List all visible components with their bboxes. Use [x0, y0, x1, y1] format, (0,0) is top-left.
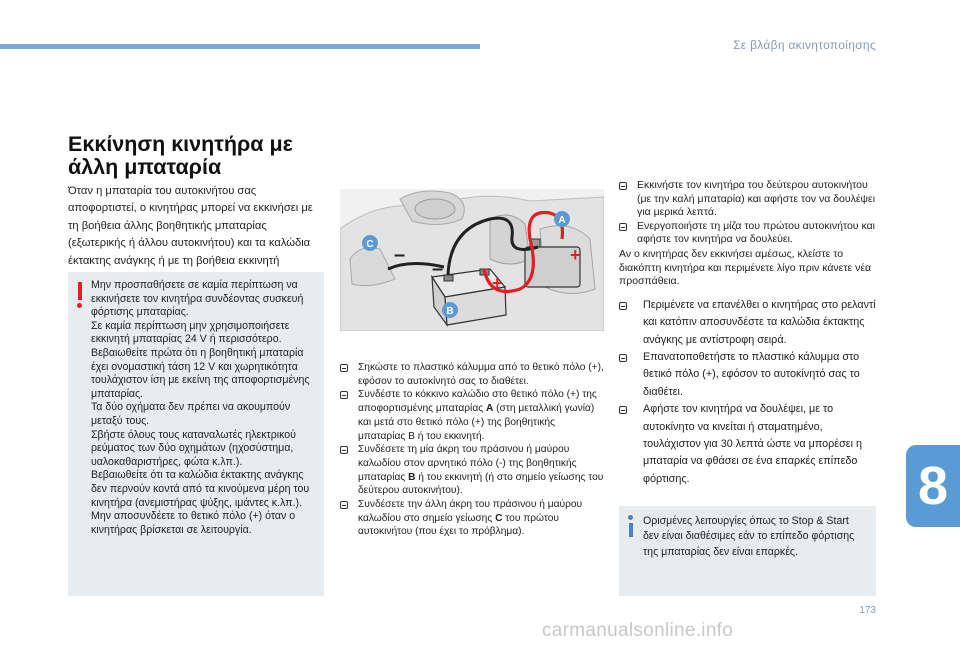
- step-item: [340, 361, 604, 388]
- page-number: 173: [859, 605, 876, 616]
- marker-a-label: A: [558, 215, 566, 226]
- step-text: Εκκινήστε τον κινητήρα του δεύτερου αυτοκινήτου (με την καλή μπαταρία) και αφήστε τον να δουλέψει για μερικά λεπτά.: [637, 179, 876, 219]
- watermark: carmanualsonline.info: [542, 620, 734, 641]
- minus-sign: –: [432, 258, 444, 280]
- top-accent-rule: [0, 44, 480, 49]
- checkbox-bullet-icon: [619, 406, 627, 414]
- page-title: Εκκίνηση κινητήρα με άλλη μπαταρία: [68, 132, 293, 179]
- step-text: (στη μεταλλική γωνία) και μετά στο θετικό πόλο (+) της βοηθητικής μπαταρίας B ή του εκκινητή.: [358, 403, 595, 442]
- engine-bay-drawing: [340, 189, 604, 331]
- warning-text: Μην προσπαθήσετε σε καμία περίπτωση να εκκινήσετε τον κινητήρα συνδέοντας συσκευή φόρτισης μπαταρίας.: [91, 279, 304, 319]
- step-item: [619, 349, 877, 401]
- checkbox-bullet-icon: [340, 446, 348, 454]
- retry-note: Αν ο κινητήρας δεν εκκινήσει αμέσως, κλείστε το διακόπτη κινητήρα και περιμένετε λίγο πριν κάνετε νέα προσπάθεια.: [619, 247, 872, 288]
- step-item: [619, 220, 877, 247]
- step-item: [340, 498, 604, 539]
- checkbox-bullet-icon: [619, 302, 627, 310]
- warning-text: Μην αποσυνδέετε το θετικό πόλο (+) όταν ο κινητήρας βρίσκεται σε λειτουργία.: [91, 510, 296, 536]
- checkbox-bullet-icon: [619, 354, 627, 362]
- warning-box: [68, 272, 324, 596]
- checkbox-bullet-icon: [340, 391, 348, 399]
- checkbox-bullet-icon: [340, 364, 348, 372]
- step-bold-ref: B: [408, 471, 416, 483]
- step-item: [619, 401, 877, 488]
- step-item: [340, 443, 604, 498]
- step-item: [340, 388, 604, 443]
- checkbox-bullet-icon: [619, 223, 627, 231]
- minus-sign: –: [394, 244, 406, 266]
- intro-paragraph: Όταν η μπαταρία του αυτοκινήτου σας αποφορτιστεί, ο κινητήρας μπορεί να εκκινήσει με τη βοήθεια άλλης βοηθητικής μπαταρίας (εξωτερικής ή άλλου αυτοκινήτου) και τα καλώδια έκτακτης ανάγκης ή με τη βοήθεια εκκινητή: [68, 185, 313, 267]
- step-item: [619, 297, 877, 349]
- marker-c-label: C: [366, 239, 374, 250]
- step-text: Επανατοποθετήστε το πλαστικό κάλυμμα στο θετικό πόλο (+), εφόσον το αυτοκίνητό σας το διαθέτει.: [643, 350, 860, 398]
- step-text: Σηκώστε το πλαστικό κάλυμμα από το θετικό πόλο (+), εφόσον το αυτοκίνητό σας το διαθέτει.: [358, 362, 604, 387]
- marker-b-label: B: [446, 306, 454, 317]
- info-text: Ορισμένες λειτουργίες όπως το Stop & Start δεν είναι διαθέσιμες εάν το επίπεδο φόρτισης της μπαταρίας δεν είναι επαρκές.: [643, 515, 855, 558]
- step-text: Συνδέσετε την άλλη άκρη του πράσινου ή μαύρου καλωδίου στο σημείο γείωσης: [358, 499, 583, 524]
- info-box: [619, 506, 876, 596]
- checkbox-bullet-icon: [340, 501, 348, 509]
- checkbox-bullet-icon: [619, 182, 627, 190]
- step-bold-ref: A: [485, 403, 494, 415]
- step-text: ή του εκκινητή (ή στο σημείο γείωσης του δεύτερου αυτοκινήτου).: [358, 471, 604, 497]
- step-text: Συνδέσετε τη μία άκρη του πράσινου ή μαύρου καλωδίου στον αρνητικό πόλο (-) της βοηθητικής μπαταρίας: [358, 444, 577, 483]
- plus-sign: +: [570, 245, 581, 265]
- step-text: Ενεργοποιήστε τη μίζα του πρώτου αυτοκινήτου και αφήστε τον κινητήρα να δουλεύει.: [637, 219, 875, 246]
- left-column: [68, 133, 324, 287]
- step-text: Περιμένετε να επανέλθει ο κινητήρας στο ρελαντί και κατόπιν αποσυνδέστε τα καλώδια έκτακτης ανάγκης με αντίστροφη σειρά.: [643, 298, 876, 346]
- info-icon: [628, 515, 633, 537]
- warning-text: Σε καμία περίπτωση μην χρησιμοποιήσετε εκκινητή μπαταρίας 24 V ή περισσότερο.: [91, 319, 290, 346]
- chapter-number: 8: [917, 456, 949, 516]
- chapter-tab[interactable]: [906, 445, 960, 527]
- right-column: [619, 179, 877, 488]
- warning-text: Βεβαιωθείτε πρώτα ότι η βοηθητική μπαταρία έχει ονομαστική τάση 12 V και χωρητικότητα τουλάχιστον ίση με εκείνη της αποφορτισμένης μπαταρίας.: [91, 346, 310, 400]
- step-item: [619, 179, 877, 220]
- jump-start-illustration: [340, 189, 604, 331]
- step-text: Αφήστε τον κινητήρα να δουλέψει, με το αυτοκίνητο να κινείται ή σταματημένο, τουλάχιστον για 30 λεπτά ώστε να μπορέσει η μπαταρία να φθάσει σε ένα επαρκές επίπεδο φόρτισης.: [643, 403, 862, 485]
- middle-steps: [340, 361, 604, 539]
- section-title: Σε βλάβη ακινητοποίησης: [733, 38, 876, 52]
- exclamation-icon: [77, 282, 82, 308]
- step-text: Συνδέστε το κόκκινο καλώδιο στο θετικό πόλο (+) της αποφορτισμένης μπαταρίας: [358, 389, 597, 415]
- warning-text: Βεβαιωθείτε ότι τα καλώδια έκτακτης ανάγκης δεν περνούν κοντά από τα κινούμενα μέρη του κινητήρα (ανεμιστήρας ψύξης, ιμάντες κ.λπ.).: [91, 469, 310, 509]
- step-bold-ref: C: [495, 512, 503, 524]
- warning-text: Σβήστε όλους τους καταναλωτές ηλεκτρικού ρεύματος των δύο οχημάτων (ηχοσύστημα, υαλοκαθαριστήρες, φώτα κ.λπ.).: [91, 428, 296, 468]
- warning-text: Τα δύο οχήματα δεν πρέπει να ακουμπούν μεταξύ τους.: [91, 401, 291, 427]
- step-text: του πρώτου αυτοκινήτου (που έχει το πρόβλημα).: [358, 512, 559, 538]
- plus-sign: +: [492, 273, 503, 293]
